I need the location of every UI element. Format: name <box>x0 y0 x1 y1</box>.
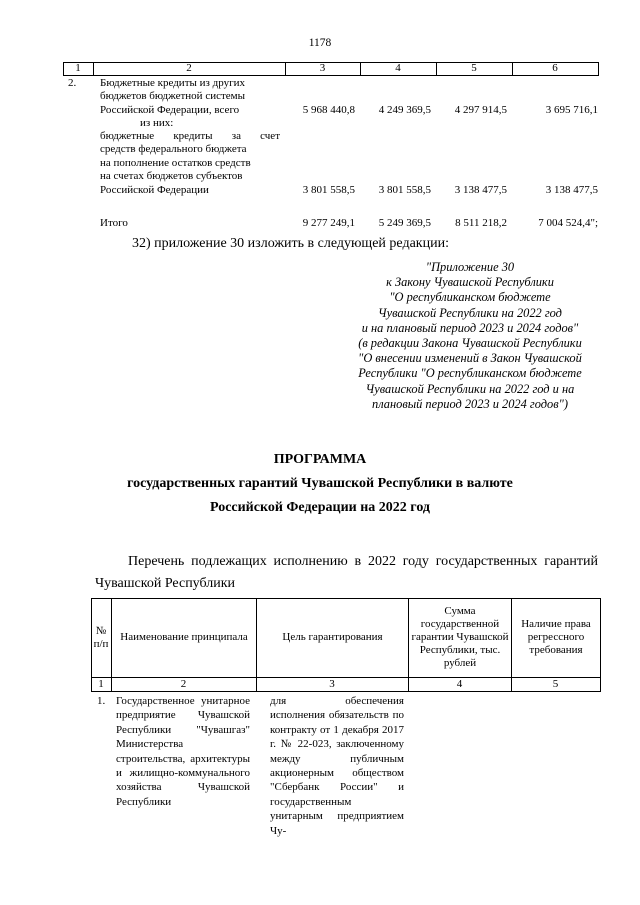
header-number: № п/п <box>93 624 109 650</box>
top-col-5: 5 <box>471 62 477 74</box>
row-number: 2. <box>68 77 77 89</box>
top-col-4: 4 <box>395 62 401 74</box>
value-cell: 3 801 558,5 <box>302 184 355 196</box>
top-col-3: 3 <box>319 62 326 74</box>
col-number: 5 <box>552 677 559 690</box>
intro-paragraph: Перечень подлежащих исполнению в 2022 году государственных гарантий Чувашской Республики <box>95 554 598 591</box>
approval-line: "Приложение 30 <box>425 260 515 274</box>
value-cell: 5 968 440,8 <box>302 104 355 116</box>
header-purpose: Цель гарантирования <box>282 631 383 643</box>
sub-line: на пополнение остатков средств <box>100 157 251 169</box>
approval-line: "О республиканском бюджете <box>389 290 551 305</box>
sub-line: Российской Федерации <box>100 184 209 196</box>
top-col-2: 2 <box>186 62 192 74</box>
row-name-line: бюджетов бюджетной системы <box>100 90 246 102</box>
page-number: 1178 <box>308 37 332 49</box>
purpose-cell: для обеспечения исполнения обязательств по контракту от 1 декабря 2017 г. № 22-023, заключенному между публичным акционерным обществом "Сбербанк России" и государственным унитарным предприятием Чу- <box>270 695 404 837</box>
value-cell: 4 297 914,5 <box>454 104 507 116</box>
total-label: Итого <box>100 217 128 229</box>
sub-line: бюджетные кредиты за счет <box>100 130 280 142</box>
approval-line: (в редакции Закона Чувашской Республики <box>358 336 582 351</box>
header-recourse: Наличие права регрессного требования <box>521 618 591 656</box>
header-principal: Наименование принципала <box>120 631 248 643</box>
program-subtitle-line: Российской Федерации на 2022 год <box>209 500 430 515</box>
col-number: 4 <box>456 677 463 690</box>
value-cell: 3 138 477,5 <box>545 184 598 196</box>
principal-cell: Государственное унитарное предприятие Чувашской Республики "Чувашгаз" Министерства строительства, архитектуры и жилищно-коммунального хозяйства Чувашской Республики <box>116 695 250 808</box>
approval-line: плановый период 2023 и 2024 годов") <box>372 396 568 411</box>
col-number: 1 <box>98 677 104 690</box>
total-value: 5 249 369,5 <box>378 217 431 229</box>
approval-line: "О внесении изменений в Закон Чувашской <box>358 351 582 366</box>
sub-line: на счетах бюджетов субъектов <box>100 170 243 182</box>
instruction-text: 32) приложение 30 изложить в следующей редакции: <box>132 236 449 251</box>
row-name-line: из них: <box>140 117 174 129</box>
program-title: ПРОГРАММА <box>273 452 367 467</box>
approval-line: и на плановый период 2023 и 2024 годов" <box>361 320 579 335</box>
approval-line: Чувашской Республики на 2022 год <box>378 305 562 320</box>
top-col-6: 6 <box>552 62 558 74</box>
value-cell: 4 249 369,5 <box>378 104 431 116</box>
top-col-1: 1 <box>75 62 81 74</box>
approval-line: Чувашской Республики на 2022 год и на <box>365 381 575 396</box>
col-number: 3 <box>329 677 335 690</box>
total-value: 8 511 218,2 <box>455 217 507 229</box>
row-name-line: Бюджетные кредиты из других <box>100 77 245 89</box>
total-value: 7 004 524,4"; <box>538 217 598 229</box>
sub-line: средств федерального бюджета <box>100 143 247 155</box>
approval-line: Республики "О республиканском бюджете <box>358 366 582 381</box>
approval-block <box>300 260 640 412</box>
row-name-line: Российской Федерации, всего <box>100 104 240 116</box>
value-cell: 3 801 558,5 <box>378 184 431 196</box>
total-value: 9 277 249,1 <box>302 217 355 229</box>
col-number: 2 <box>180 677 187 690</box>
header-amount: Сумма государственной гарантии Чувашской Республики, тыс. рублей <box>411 605 509 669</box>
value-cell: 3 138 477,5 <box>454 184 507 196</box>
value-cell: 3 695 716,1 <box>545 104 598 116</box>
program-subtitle-line: государственных гарантий Чувашской Республики в валюте <box>127 476 513 491</box>
row-number: 1. <box>97 695 106 707</box>
approval-line: к Закону Чувашской Республики <box>386 275 554 290</box>
